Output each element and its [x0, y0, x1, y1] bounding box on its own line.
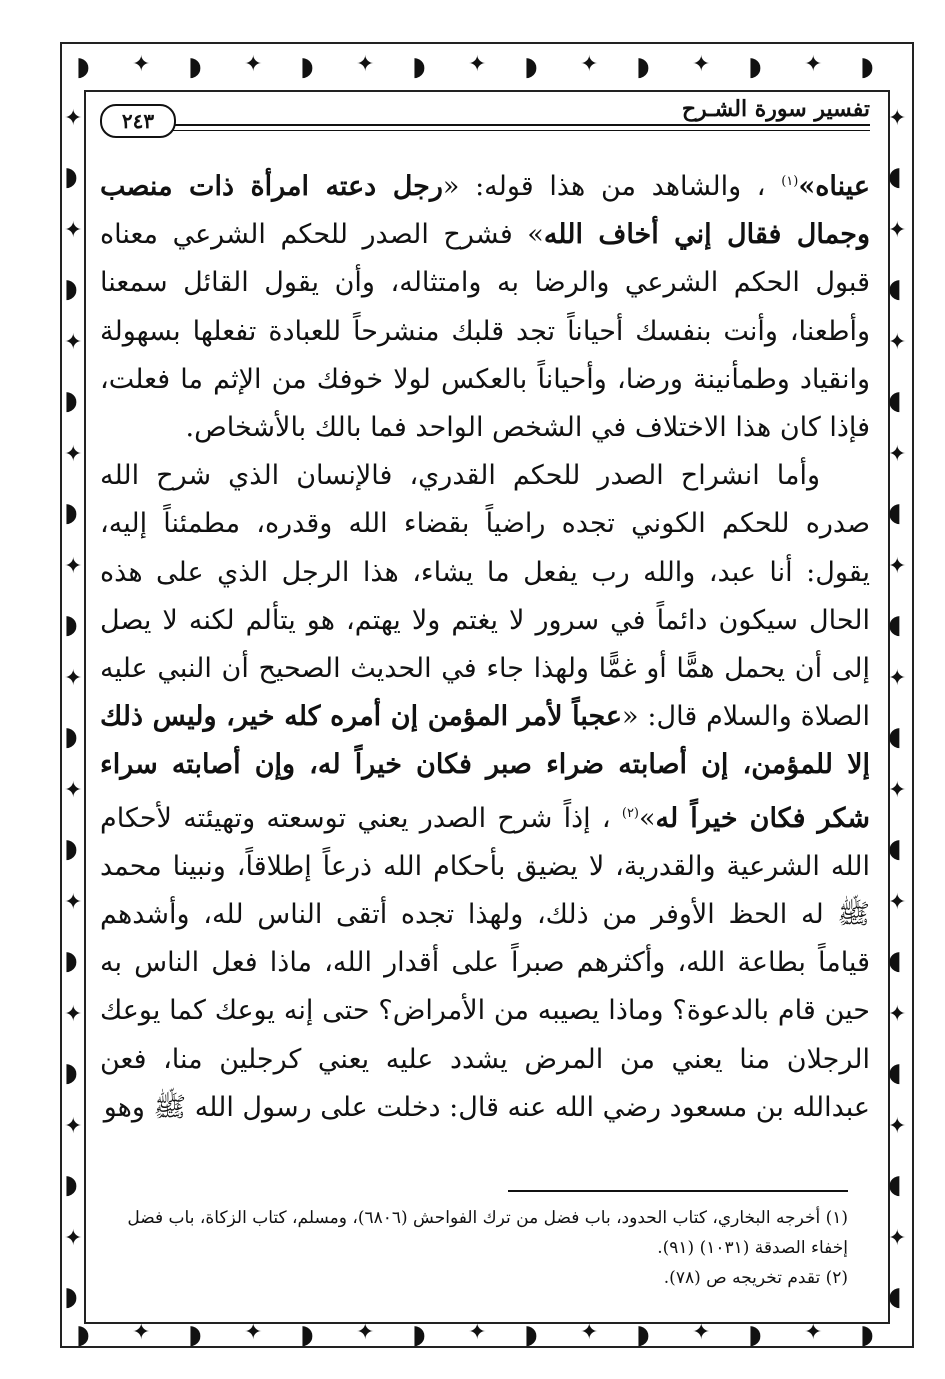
- crescent-ornament-icon: ◗: [636, 1320, 650, 1350]
- star-ornament-icon: ✦: [468, 52, 487, 77]
- crescent-ornament-icon: ◗: [412, 52, 426, 82]
- quote-text: عجباً لأمر المؤمن إن أمره كله خير، وليس ذلك إلا للمؤمن، إن أصابته ضراء صبر فكان خيراً له، وإن أصابته سراء شكر فكان خيراً له: [100, 701, 870, 834]
- star-ornament-icon: ✦: [132, 52, 151, 77]
- crescent-ornament-icon: ◗: [64, 946, 78, 976]
- footnote-1: (١) أخرجه البخاري، كتاب الحدود، باب فضل من ترك الفواحش (٦٨٠٦)، ومسلم، كتاب الزكاة، باب فضل إخفاء الصدقة (١٠٣١) (٩١).: [127, 1208, 848, 1258]
- crescent-ornament-icon: ◖: [888, 1170, 902, 1200]
- text-run: ، إذاً شرح الصدر يعني توسعته وتهيئته لأحكام الله الشرعية والقدرية، لا يضيق بأحكام الله ذرعاً إطلاقاً، ونبينا محمد ﷺ له الحظ الأوفر من ذلك، ولهذا تجده أتقى الناس لله، وأشدهم قياماً بطاعة الله، وأكثرهم صبراً على أقدار الله، ماذا فعل الناس به حين قام بالدعوة؟ وماذا يصيبه من الأمراض؟ حتى إنه يوعك كما يوعك الرجلان منا يعني من المرض يشدد عليه يعني كرجلين منا، فعن عبدالله بن مسعود رضي الله عنه قال: دخلت على رسول الله ﷺ وهو: [100, 802, 870, 1123]
- star-ornament-icon: ✦: [888, 1226, 907, 1251]
- star-ornament-icon: ✦: [580, 1320, 599, 1345]
- crescent-ornament-icon: ◖: [888, 834, 902, 864]
- page-number: ٢٤٣: [100, 104, 176, 138]
- footnote-separator: [508, 1190, 848, 1192]
- star-ornament-icon: ✦: [888, 890, 907, 915]
- star-ornament-icon: ✦: [804, 1320, 823, 1345]
- star-ornament-icon: ✦: [64, 890, 83, 915]
- star-ornament-icon: ✦: [244, 52, 263, 77]
- main-text: [100, 158, 870, 1132]
- star-ornament-icon: ✦: [64, 1002, 83, 1027]
- crescent-ornament-icon: ◗: [64, 1058, 78, 1088]
- running-title: تفسير سورة الشـرح: [674, 96, 870, 122]
- crescent-ornament-icon: ◗: [64, 162, 78, 192]
- crescent-ornament-icon: ◗: [524, 1320, 538, 1350]
- crescent-ornament-icon: ◗: [64, 498, 78, 528]
- star-ornament-icon: ✦: [356, 1320, 375, 1345]
- crescent-ornament-icon: ◗: [300, 1320, 314, 1350]
- star-ornament-icon: ✦: [888, 1002, 907, 1027]
- text-run: » فشرح الصدر للحكم الشرعي معناه قبول الحكم الشرعي والرضا به وامتثاله، وأن يقول القائل سمعنا وأطعنا، وأنت بنفسك أحياناً تجد قلبك منشرحاً للعبادة تفعلها بسهولة وانقياد وطمأنينة ورضا، وأحياناً بالعكس لولا خوفك من الإثم ما فعلت، فإذا كان هذا الاختلاف في الشخص الواحد فما بالك بالأشخاص.: [100, 219, 870, 444]
- crescent-ornament-icon: ◗: [524, 52, 538, 82]
- crescent-ornament-icon: ◗: [64, 1282, 78, 1312]
- star-ornament-icon: ✦: [692, 1320, 711, 1345]
- paragraph-2: [100, 452, 870, 1132]
- crescent-ornament-icon: ◗: [64, 386, 78, 416]
- star-ornament-icon: ✦: [64, 442, 83, 467]
- text-run: »: [639, 802, 656, 834]
- star-ornament-icon: ✦: [888, 330, 907, 355]
- crescent-ornament-icon: ◖: [888, 498, 902, 528]
- quote-text: عيناه»: [798, 171, 870, 202]
- crescent-ornament-icon: ◗: [860, 52, 874, 82]
- crescent-ornament-icon: ◗: [412, 1320, 426, 1350]
- crescent-ornament-icon: ◖: [888, 946, 902, 976]
- crescent-ornament-icon: ◖: [888, 274, 902, 304]
- crescent-ornament-icon: ◖: [888, 722, 902, 752]
- star-ornament-icon: ✦: [888, 106, 907, 131]
- crescent-ornament-icon: ◗: [748, 52, 762, 82]
- crescent-ornament-icon: ◖: [888, 1282, 902, 1312]
- crescent-ornament-icon: ◗: [64, 1170, 78, 1200]
- star-ornament-icon: ✦: [888, 218, 907, 243]
- text-run: وأما انشراح الصدر للحكم القدري، فالإنسان الذي شرح الله صدره للحكم الكوني تجده راضياً بقضاء الله وقدره، مطمئناً إليه، يقول: أنا عبد، والله رب يفعل ما يشاء، هذا الرجل الذي على هذه الحال سيكون دائماً في سرور لا يغتم ولا يهتم، هو يتألم لكنه لا يصل إلى أن يحمل همًّا أو غمًّا ولهذا جاء في الحديث الصحيح أن النبي عليه الصلاة والسلام قال: «: [100, 460, 870, 733]
- quote-text: رجل دعته امرأة ذات منصب وجمال فقال إني أخاف الله: [100, 171, 870, 251]
- star-ornament-icon: ✦: [64, 106, 83, 131]
- star-ornament-icon: ✦: [468, 1320, 487, 1345]
- star-ornament-icon: ✦: [64, 778, 83, 803]
- star-ornament-icon: ✦: [888, 666, 907, 691]
- star-ornament-icon: ✦: [356, 52, 375, 77]
- crescent-ornament-icon: ◗: [860, 1320, 874, 1350]
- text-run: ، والشاهد من هذا قوله: «: [442, 171, 782, 202]
- crescent-ornament-icon: ◗: [76, 52, 90, 82]
- star-ornament-icon: ✦: [64, 1226, 83, 1251]
- star-ornament-icon: ✦: [804, 52, 823, 77]
- footnote-marker: (١): [781, 174, 799, 189]
- crescent-ornament-icon: ◗: [188, 52, 202, 82]
- star-ornament-icon: ✦: [244, 1320, 263, 1345]
- footnote-marker: (٢): [621, 805, 639, 821]
- star-ornament-icon: ✦: [132, 1320, 151, 1345]
- star-ornament-icon: ✦: [580, 52, 599, 77]
- crescent-ornament-icon: ◗: [64, 274, 78, 304]
- star-ornament-icon: ✦: [888, 778, 907, 803]
- star-ornament-icon: ✦: [692, 52, 711, 77]
- star-ornament-icon: ✦: [888, 1114, 907, 1139]
- crescent-ornament-icon: ◗: [64, 834, 78, 864]
- crescent-ornament-icon: ◗: [64, 610, 78, 640]
- crescent-ornament-icon: ◖: [888, 386, 902, 416]
- header-rule: [172, 124, 870, 131]
- paragraph-1: [100, 158, 870, 452]
- star-ornament-icon: ✦: [64, 554, 83, 579]
- footnote-2: (٢) تقدم تخريجه ص (٧٨).: [663, 1268, 848, 1288]
- star-ornament-icon: ✦: [888, 554, 907, 579]
- crescent-ornament-icon: ◗: [188, 1320, 202, 1350]
- crescent-ornament-icon: ◗: [636, 52, 650, 82]
- crescent-ornament-icon: ◗: [76, 1320, 90, 1350]
- star-ornament-icon: ✦: [64, 330, 83, 355]
- crescent-ornament-icon: ◗: [300, 52, 314, 82]
- star-ornament-icon: ✦: [64, 218, 83, 243]
- footnotes: [100, 1203, 848, 1293]
- star-ornament-icon: ✦: [64, 1114, 83, 1139]
- star-ornament-icon: ✦: [888, 442, 907, 467]
- crescent-ornament-icon: ◗: [748, 1320, 762, 1350]
- running-header: [100, 96, 870, 144]
- crescent-ornament-icon: ◗: [64, 722, 78, 752]
- star-ornament-icon: ✦: [64, 666, 83, 691]
- crescent-ornament-icon: ◖: [888, 610, 902, 640]
- crescent-ornament-icon: ◖: [888, 162, 902, 192]
- crescent-ornament-icon: ◖: [888, 1058, 902, 1088]
